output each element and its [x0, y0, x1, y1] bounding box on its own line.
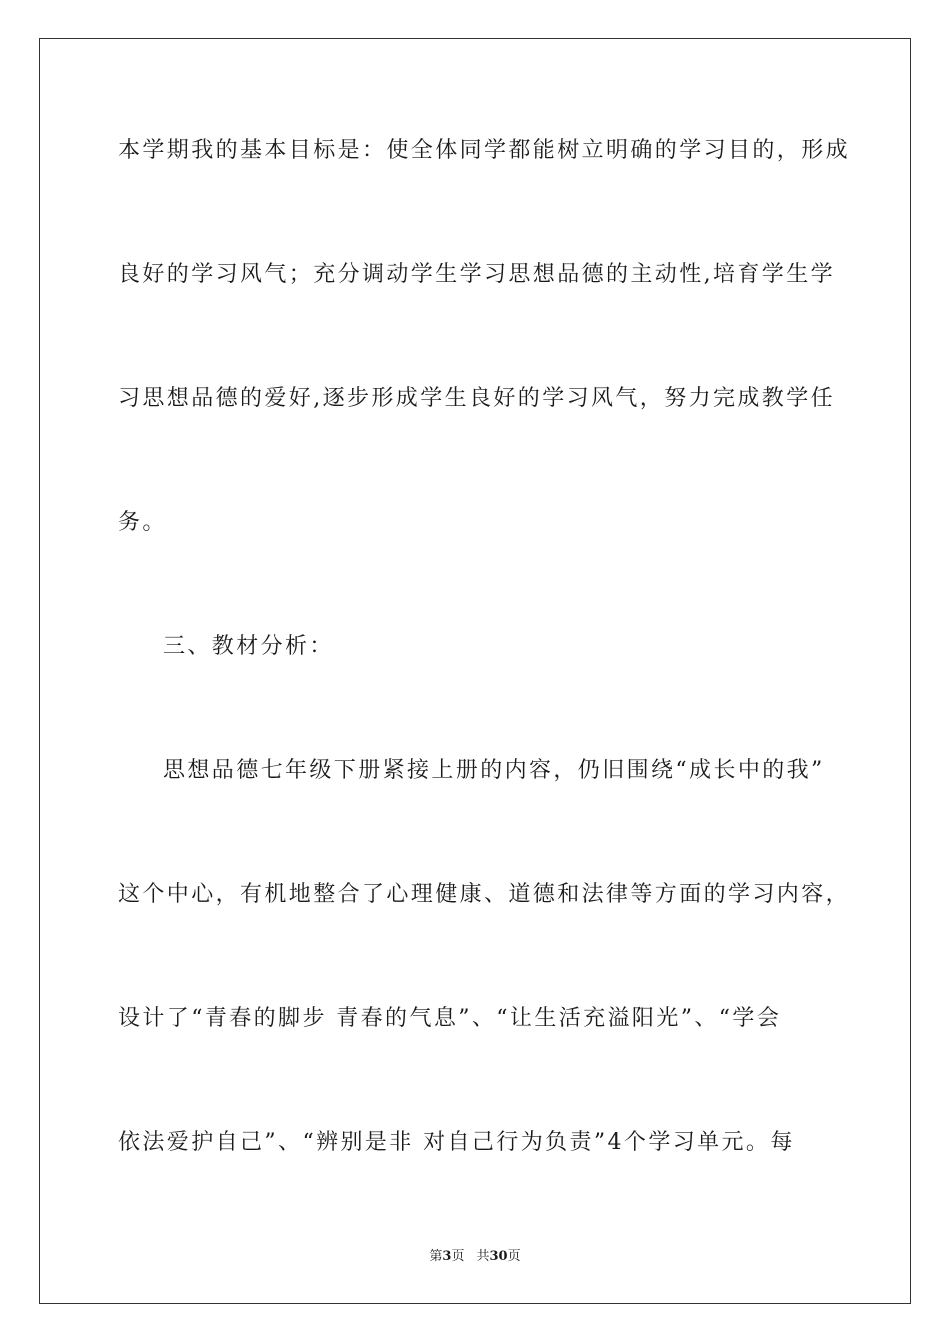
total-prefix: 共 — [476, 1249, 490, 1264]
paragraph-line-3: 习思想品德的爱好,逐步形成学生良好的学习风气，努力完成教学任 — [118, 386, 835, 411]
paragraph-line-2: 良好的学习风气；充分调动学生学习思想品德的主动性,培育学生学 — [118, 262, 835, 287]
paragraph-line-4: 务。 — [118, 510, 167, 535]
total-pages: 30 — [489, 1249, 508, 1264]
paragraph-line-7: 设计了“青春的脚步 青春的气息”、“让生活充溢阳光”、“学会 — [118, 1006, 782, 1031]
paragraph-line-8: 依法爱护自己”、“辨别是非 对自己行为负责”4个学习单元。每 — [118, 1130, 795, 1155]
paragraph-line-1: 本学期我的基本目标是：使全体同学都能树立明确的学习目的，形成 — [118, 138, 851, 163]
page-prefix: 第 — [429, 1249, 443, 1264]
total-suffix: 页 — [507, 1249, 521, 1264]
page-number: 3 — [442, 1249, 452, 1264]
section-heading: 三、教材分析： — [163, 634, 334, 659]
paragraph-line-5: 思想品德七年级下册紧接上册的内容，仍旧围绕“成长中的我” — [163, 758, 825, 783]
page-border — [39, 38, 911, 1304]
page-footer — [0, 1248, 950, 1266]
page-suffix: 页 — [451, 1249, 465, 1264]
paragraph-line-6: 这个中心，有机地整合了心理健康、道德和法律等方面的学习内容， — [118, 882, 851, 907]
